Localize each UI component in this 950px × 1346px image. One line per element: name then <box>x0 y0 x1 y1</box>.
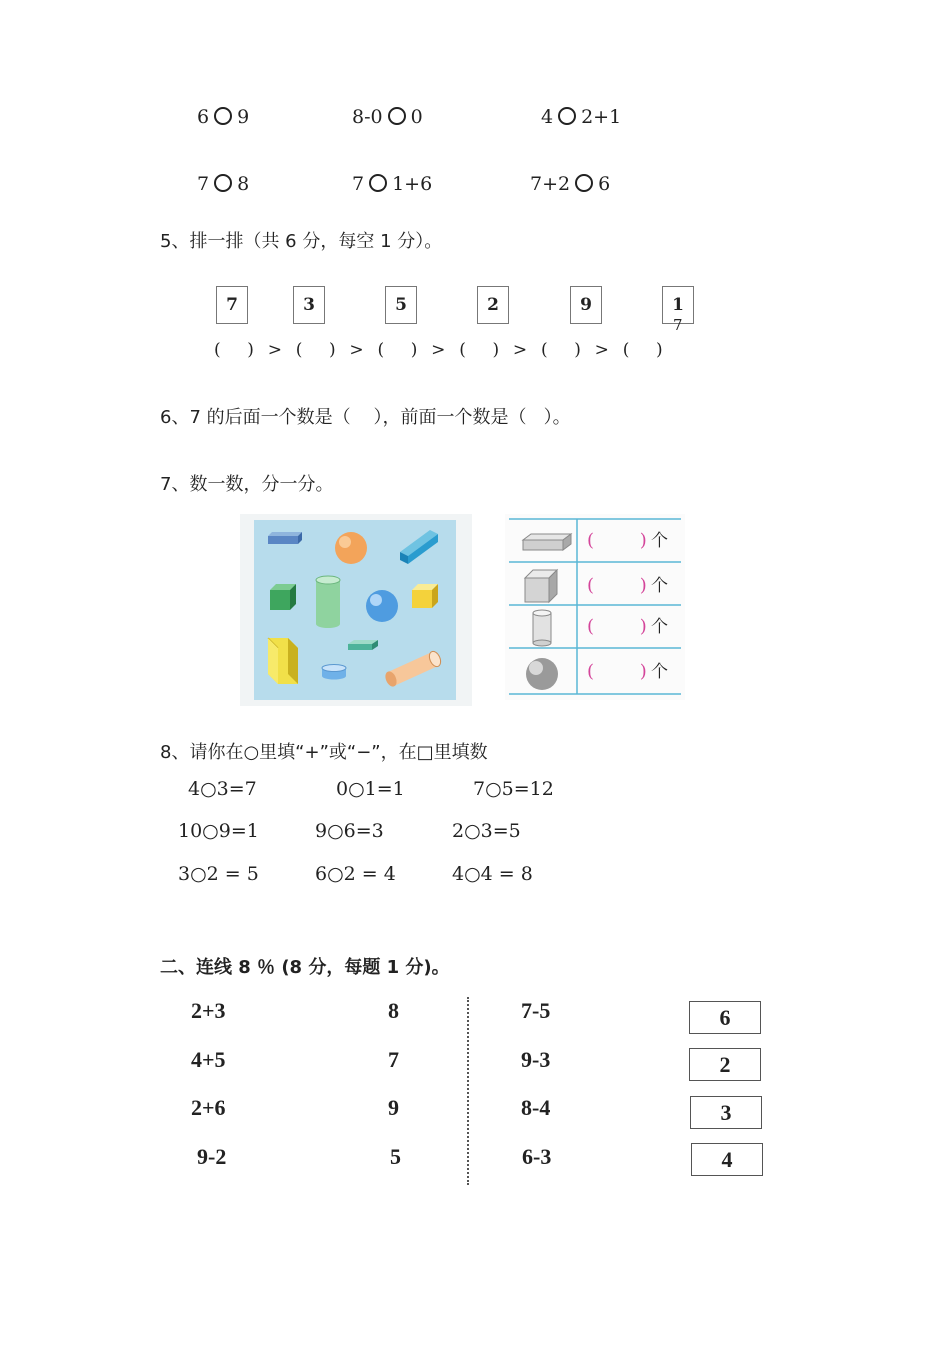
q7-title: 7、数一数，分一分。 <box>160 474 334 495</box>
right-expression[interactable]: 6-3 <box>522 1144 552 1169</box>
shapes-illustration <box>240 514 472 706</box>
count-paren[interactable]: ( ) <box>587 575 647 596</box>
left-answer[interactable]: 5 <box>390 1144 401 1169</box>
left-answer[interactable]: 8 <box>388 998 399 1023</box>
left-expression[interactable]: 4+5 <box>191 1047 226 1072</box>
equation[interactable]: 0○1=1 <box>336 778 405 800</box>
count-paren[interactable]: ( ) <box>587 661 647 682</box>
number-card: 2 <box>477 286 509 324</box>
divider-dotted <box>467 997 469 1185</box>
blank-circle[interactable] <box>558 107 576 125</box>
blank-circle[interactable] <box>214 107 232 125</box>
equation[interactable]: 3○2 = 5 <box>178 863 259 885</box>
blank-circle[interactable] <box>388 107 406 125</box>
count-table <box>505 514 685 700</box>
count-unit: 个 <box>651 531 668 551</box>
q8-title: 8、请你在○里填“+”或“−”，在□里填数 <box>160 742 488 763</box>
blank-circle[interactable] <box>575 174 593 192</box>
compare-item: 4 2+1 <box>541 106 622 128</box>
equation[interactable]: 4○3=7 <box>188 778 257 800</box>
equation[interactable]: 6○2 = 4 <box>315 863 396 885</box>
right-expression[interactable]: 8-4 <box>521 1095 551 1120</box>
compare-item: 7+2 6 <box>530 173 611 195</box>
number-card: 9 <box>570 286 602 324</box>
overflow-digit: 7 <box>673 316 683 334</box>
number-card: 3 <box>293 286 325 324</box>
q5-title: 5、排一排（共 6 分，每空 1 分）。 <box>160 231 443 252</box>
equation[interactable]: 9○6=3 <box>315 820 384 842</box>
left-expression[interactable]: 2+6 <box>191 1095 226 1120</box>
number-card: 1 <box>662 286 694 324</box>
count-unit: 个 <box>651 662 668 682</box>
blank-circle[interactable] <box>369 174 387 192</box>
shapes-picture <box>240 514 472 706</box>
count-paren[interactable]: ( ) <box>587 530 647 551</box>
equation[interactable]: 10○9=1 <box>178 820 259 842</box>
answer-box[interactable]: 4 <box>691 1143 763 1176</box>
blank-circle[interactable] <box>214 174 232 192</box>
right-expression[interactable]: 7-5 <box>521 998 551 1023</box>
answer-box[interactable]: 6 <box>689 1001 761 1034</box>
section2-title: 二、连线 8 ％ (8 分，每题 1 分)。 <box>160 957 450 978</box>
answer-box[interactable]: 3 <box>690 1096 762 1129</box>
equation[interactable]: 2○3=5 <box>452 820 521 842</box>
left-expression[interactable]: 9-2 <box>197 1144 227 1169</box>
compare-item: 7 1+6 <box>352 173 433 195</box>
count-paren[interactable]: ( ) <box>587 616 647 637</box>
count-unit: 个 <box>651 617 668 637</box>
compare-item: 8-0 0 <box>352 106 423 128</box>
left-expression[interactable]: 2+3 <box>191 998 226 1023</box>
left-answer[interactable]: 9 <box>388 1095 399 1120</box>
number-card: 7 <box>216 286 248 324</box>
compare-item: 7 8 <box>197 173 250 195</box>
order-row[interactable]: ( ) > ( ) > ( ) > ( ) > ( ) > ( ) <box>214 340 664 360</box>
equation[interactable]: 7○5=12 <box>473 778 554 800</box>
compare-item: 6 9 <box>197 106 250 128</box>
equation[interactable]: 4○4 = 8 <box>452 863 533 885</box>
count-unit: 个 <box>651 576 668 596</box>
answer-box[interactable]: 2 <box>689 1048 761 1081</box>
q6-title: 6、7 的后面一个数是（ ），前面一个数是（ ）。 <box>160 407 571 428</box>
right-expression[interactable]: 9-3 <box>521 1047 551 1072</box>
count-table-grid <box>505 514 685 700</box>
left-answer[interactable]: 7 <box>388 1047 399 1072</box>
number-card: 5 <box>385 286 417 324</box>
